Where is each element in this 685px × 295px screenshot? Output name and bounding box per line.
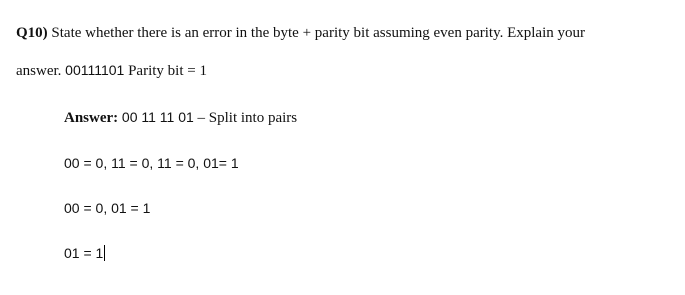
question-line-1 bbox=[16, 24, 585, 42]
answer-label: Answer: bbox=[64, 110, 119, 126]
question-line-2 bbox=[16, 61, 207, 80]
parity-bit-label: Parity bit = 1 bbox=[128, 63, 207, 79]
answer-note: – Split into pairs bbox=[197, 110, 298, 126]
answer-pairs: 00 11 11 01 bbox=[121, 109, 194, 125]
working-line-2: 00 = 0, 01 = 1 bbox=[64, 200, 151, 216]
working-line-1: 00 = 0, 11 = 0, 11 = 0, 01= 1 bbox=[64, 155, 239, 171]
text-cursor bbox=[104, 245, 105, 261]
byte-value: 00111101 bbox=[65, 62, 125, 78]
question-number: Q10) bbox=[16, 25, 48, 41]
working-line-3-text: 01 = 1 bbox=[64, 245, 104, 261]
question-text-continued: answer. bbox=[16, 63, 62, 79]
question-text: State whether there is an error in the byte + parity bit assuming even parity. Explain your bbox=[51, 25, 586, 41]
answer-line bbox=[64, 108, 297, 127]
working-line-3-editable[interactable] bbox=[64, 244, 105, 262]
